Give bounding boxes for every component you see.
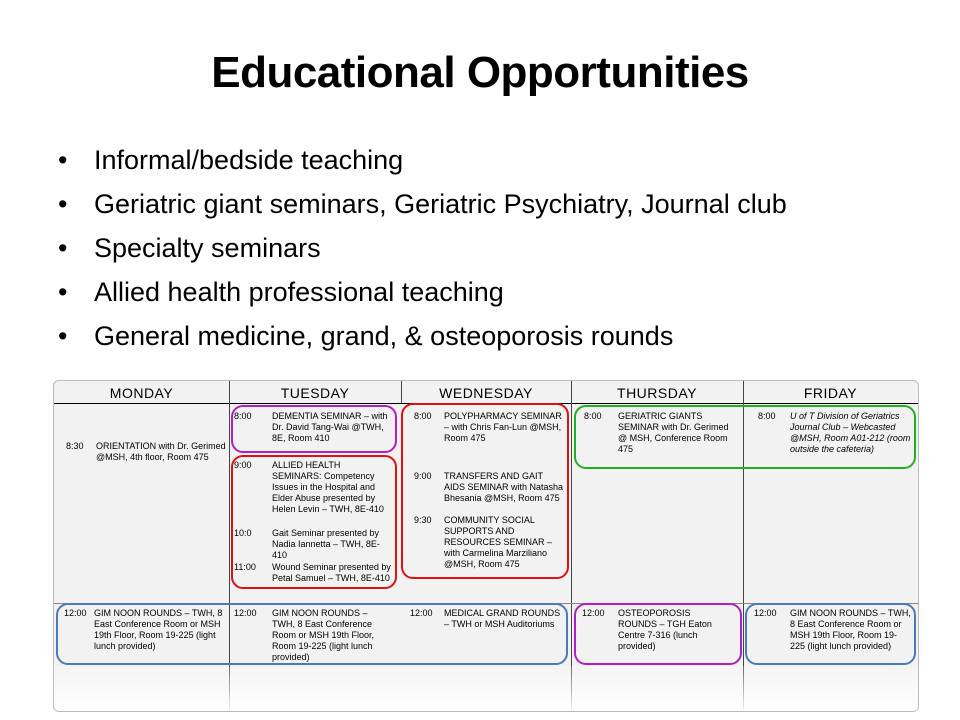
time-label: 12:00 (64, 608, 87, 618)
session-text: POLYPHARMACY SEMINAR – with Chris Fan-Lun @MSH, Room 475 (444, 411, 562, 443)
session-text: OSTEOPOROSIS ROUNDS – TGH Eaton Centre 7-316 (lunch provided) (618, 608, 712, 651)
time-label: 9:00 (234, 460, 252, 470)
bullet-text: General medicine, grand, & osteoporosis rounds (94, 321, 674, 351)
time-label: 10:0 (234, 528, 252, 538)
reflection-fade (54, 666, 918, 711)
time-label: 9:00 (414, 471, 432, 481)
session-text: Wound Seminar presented by Petal Samuel – TWH, 8E-410 (272, 562, 391, 583)
bullet-dot: • (58, 277, 68, 307)
time-label: 8:00 (758, 411, 776, 421)
header-tuesday: TUESDAY (229, 381, 402, 404)
red-highlight-ring (401, 403, 569, 579)
time-label: 8:00 (414, 411, 432, 421)
time-label: 11:00 (234, 562, 256, 572)
red-highlight-ring (231, 455, 397, 589)
slide-title: Educational Opportunities (211, 48, 749, 97)
header-thursday: THURSDAY (571, 381, 744, 404)
time-label: 12:00 (410, 608, 433, 618)
bullet-item (58, 226, 787, 270)
bullet-dot: • (58, 145, 68, 175)
session-text: GIM NOON ROUNDS – TWH, 8 East Conference Room or MSH 19th Floor, Room 19-225 (light lunch provided) (790, 608, 911, 651)
bullet-dot: • (58, 233, 68, 263)
bullet-text: Specialty seminars (94, 233, 321, 263)
bullet-item (58, 182, 787, 226)
bullet-dot: • (58, 189, 68, 219)
bullet-text: Geriatric giant seminars, Geriatric Psychiatry, Journal club (94, 189, 787, 219)
bullet-list (58, 138, 787, 358)
session-text: ALLIED HEALTH SEMINARS: Competency Issues in the Hospital and Elder Abuse presented by Helen Levin – TWH, 8E-410 (272, 460, 384, 514)
header-friday: FRIDAY (743, 381, 918, 404)
session-text: GIM NOON ROUNDS – TWH, 8 East Conference Room or MSH 19th Floor, Room 19-225 (light lunch provided) (94, 608, 223, 651)
bullet-text: Informal/bedside teaching (94, 145, 404, 175)
session-text: COMMUNITY SOCIAL SUPPORTS AND RESOURCES SEMINAR – with Carmelina Marziliano @MSH, Room 475 (444, 515, 553, 569)
bullet-item (58, 270, 787, 314)
session-text: MEDICAL GRAND ROUNDS – TWH or MSH Auditoriums (444, 608, 561, 629)
green-highlight-ring (574, 405, 916, 469)
time-label: 12:00 (234, 608, 257, 618)
bullet-item (58, 314, 787, 358)
session-text: U of T Division of Geriatrics Journal Club – Webcasted @MSH, Room A01-212 (room outside the cafeteria) (790, 411, 911, 454)
session-text: Gait Seminar presented by Nadia Iannetta – TWH, 8E-410 (272, 528, 380, 560)
session-text: GERIATRIC GIANTS SEMINAR with Dr. Gerimed @ MSH, Conference Room 475 (618, 411, 729, 454)
session-text: DEMENTIA SEMINAR – with Dr. David Tang-Wai @TWH, 8E, Room 410 (272, 411, 388, 443)
weekly-schedule-table (53, 380, 919, 712)
blue-highlight-ring (56, 603, 568, 665)
time-label: 12:00 (582, 608, 605, 618)
time-label: 8:00 (584, 411, 602, 421)
blue-highlight-ring (745, 603, 916, 665)
time-label: 9:30 (414, 515, 432, 525)
time-label: 8:00 (234, 411, 252, 421)
header-monday: MONDAY (54, 381, 230, 404)
purple-highlight-ring (574, 603, 742, 665)
time-label: 12:00 (754, 608, 777, 618)
header-wednesday: WEDNESDAY (401, 381, 572, 404)
column-divider (401, 381, 402, 403)
session-text: ORIENTATION with Dr. Gerimed @MSH, 4th floor, Room 475 (96, 441, 226, 462)
column-divider (571, 381, 572, 711)
session-text: GIM NOON ROUNDS – TWH, 8 East Conference Room or MSH 19th Floor, Room 19-225 (light lunch provided) (272, 608, 375, 662)
session-text: TRANSFERS AND GAIT AIDS SEMINAR with Natasha Bhesania @MSH, Room 475 (444, 471, 564, 503)
bullet-text: Allied health professional teaching (94, 277, 504, 307)
time-label: 8:30 (66, 441, 84, 451)
bullet-item (58, 138, 787, 182)
bullet-dot: • (58, 321, 68, 351)
purple-highlight-ring (231, 405, 397, 453)
